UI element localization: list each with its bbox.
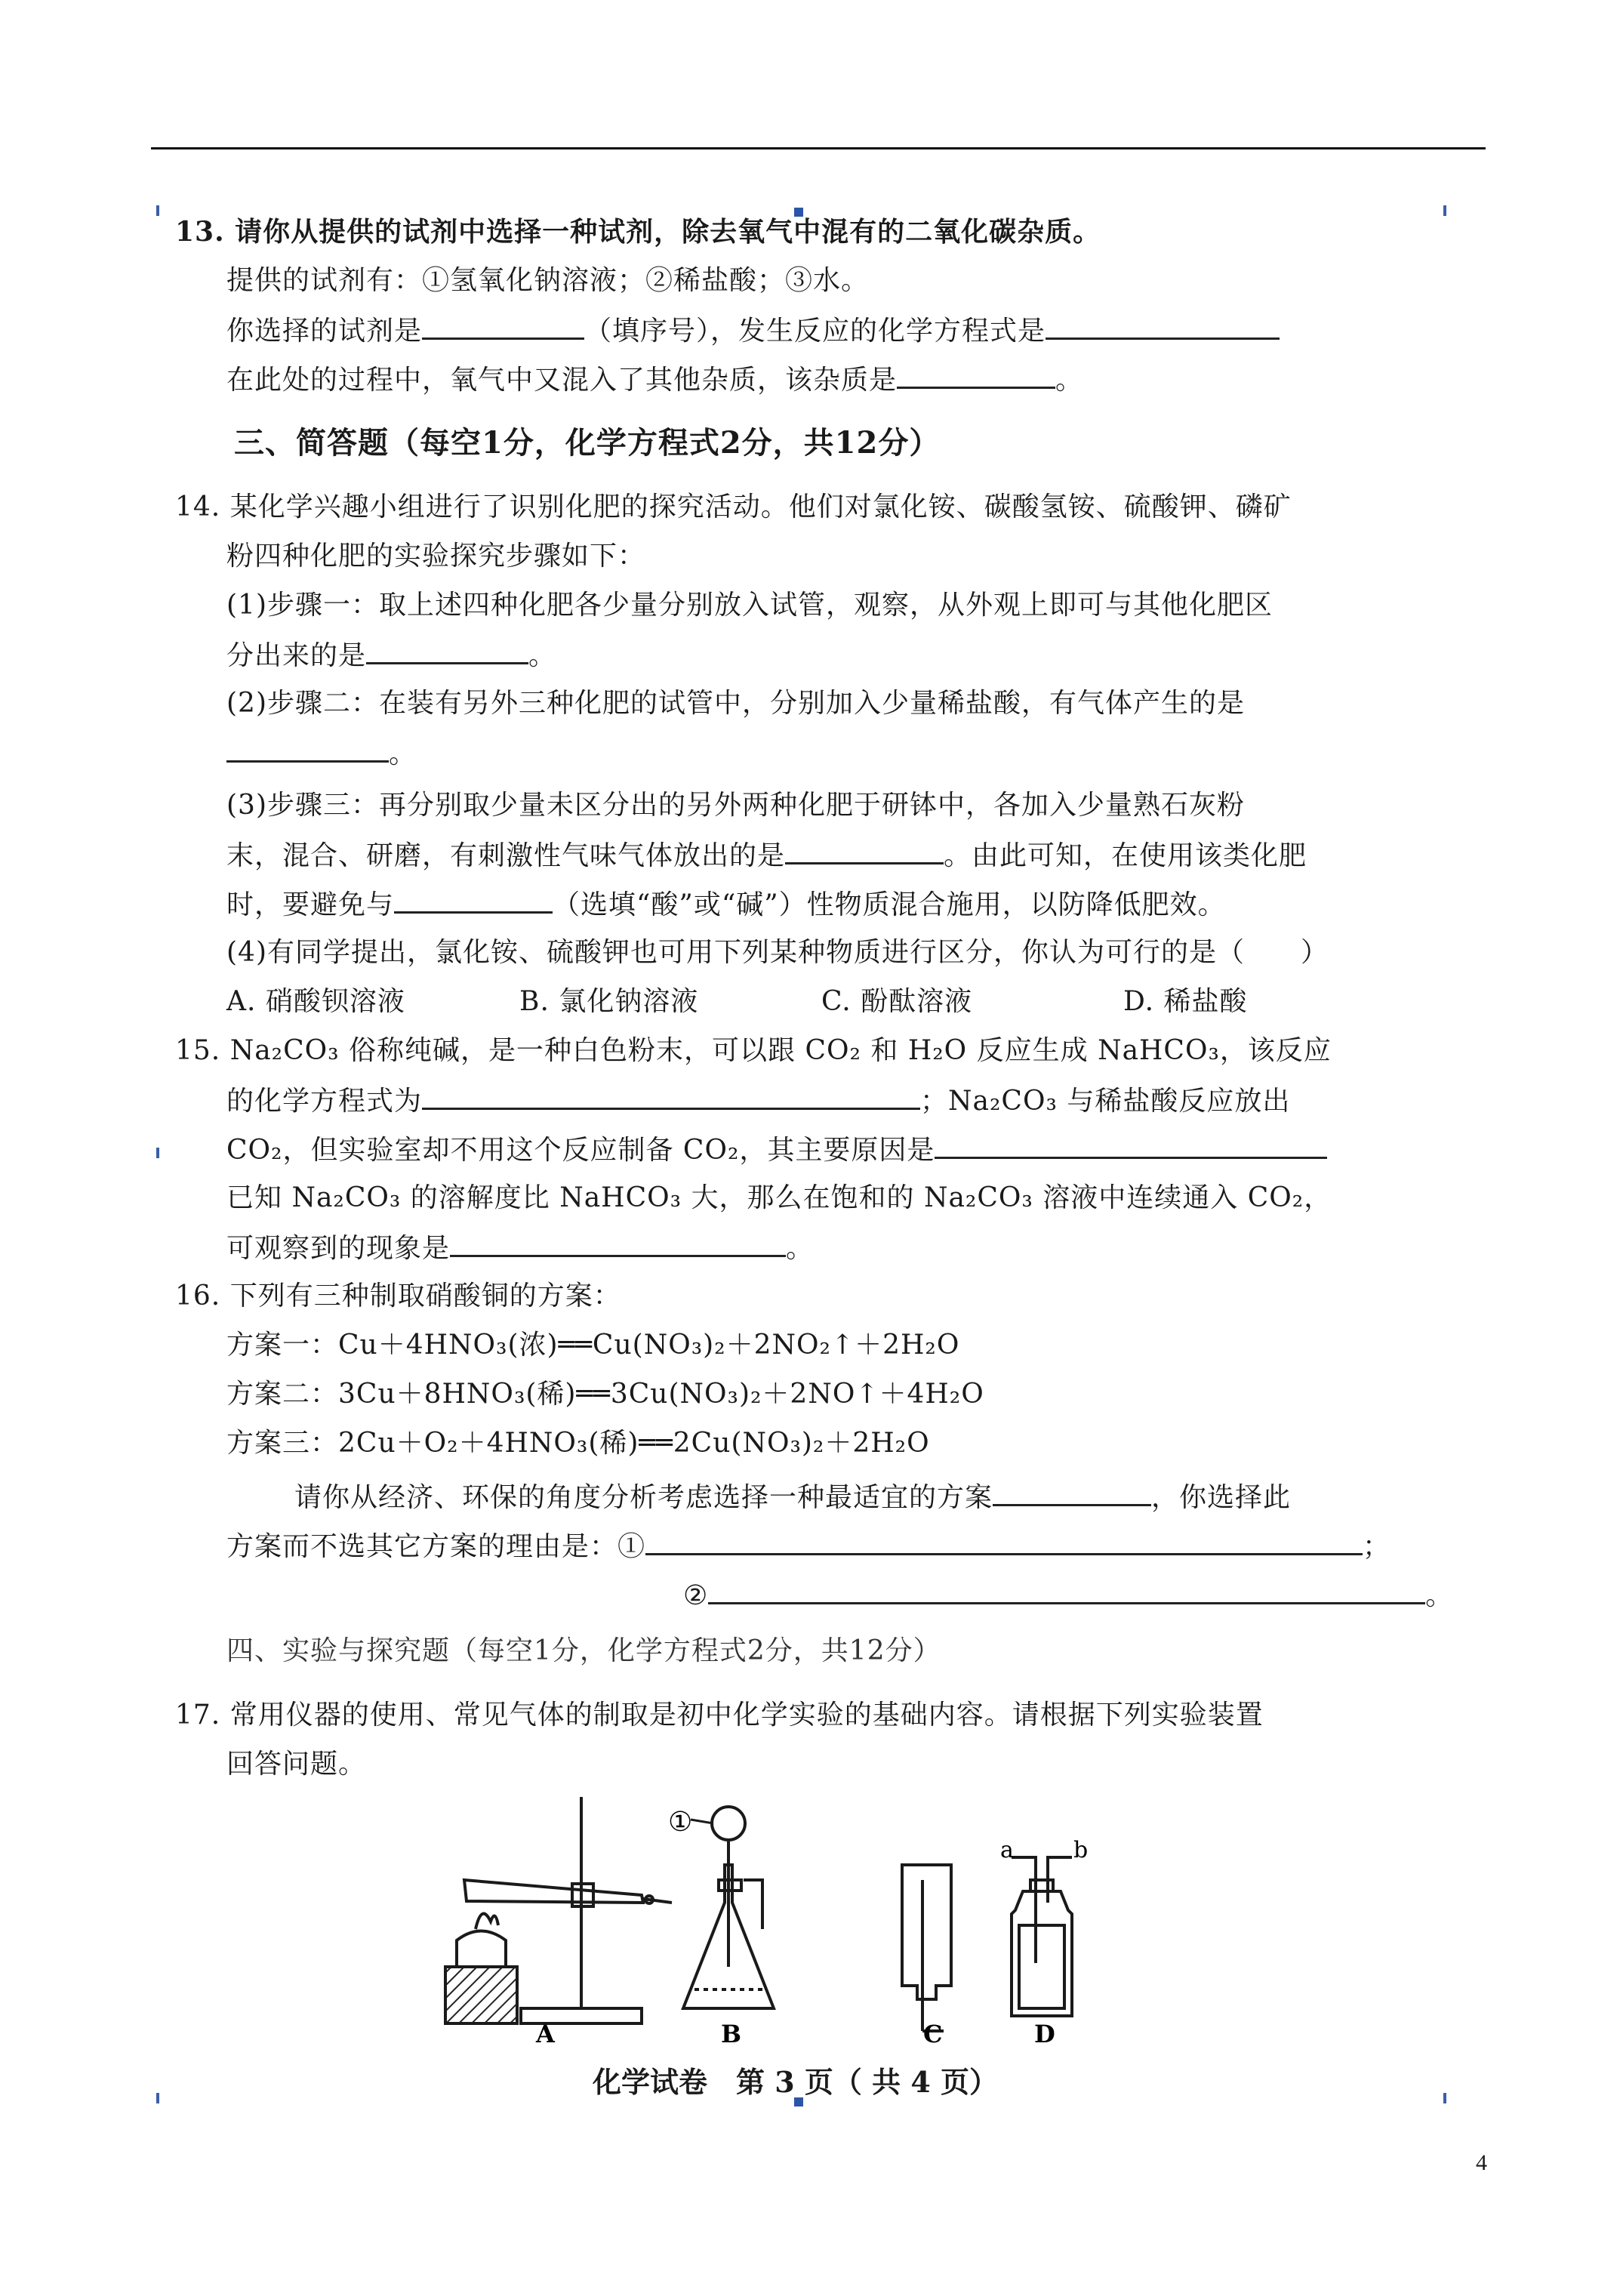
q13-prompt: 在此处的过程中，氧气中又混入了其他杂质，该杂质是 bbox=[226, 365, 898, 396]
figure-label-a: A bbox=[536, 2020, 555, 2046]
q15-line-5 bbox=[226, 1231, 814, 1265]
q13-line-1: 13. 请你从提供的试剂中选择一种试剂，除去氧气中混有的二氧化碳杂质。 bbox=[175, 216, 1101, 248]
q16-line-5 bbox=[294, 1480, 1291, 1515]
answer-blank[interactable] bbox=[935, 1133, 1327, 1159]
answer-blank[interactable] bbox=[450, 1231, 786, 1257]
q14-line-7: (3)步骤三：再分别取少量未区分出的另外两种化肥于研钵中，各加入少量熟石灰粉 bbox=[226, 790, 1245, 821]
answer-blank[interactable] bbox=[785, 838, 944, 864]
q14-line-2: 粉四种化肥的实验探究步骤如下： bbox=[226, 541, 646, 572]
page-footer: 化学试卷 第 3 页（ 共 4 页） bbox=[593, 2065, 999, 2099]
q17-line-2: 回答问题。 bbox=[226, 1749, 367, 1780]
apparatus-b-flask bbox=[683, 1807, 774, 2008]
answer-blank[interactable] bbox=[422, 313, 584, 340]
q15-prompt: 的化学方程式为 bbox=[226, 1086, 423, 1117]
q16-prompt: 请你从经济、环保的角度分析考虑选择一种最适宜的方案 bbox=[294, 1482, 993, 1513]
punct: 。 bbox=[786, 1233, 815, 1264]
q13-line-3 bbox=[226, 313, 1280, 348]
q16-scheme-2: 方案二：3Cu＋8HNO₃(稀)══3Cu(NO₃)₂＋2NO↑＋4H₂O bbox=[226, 1379, 984, 1410]
figure-label-d: D bbox=[1034, 2020, 1055, 2046]
q14-line-8 bbox=[226, 838, 1307, 873]
punct: ； bbox=[1363, 1531, 1391, 1562]
punct: 。 bbox=[528, 640, 557, 671]
q17-line-1: 17. 常用仪器的使用、常见气体的制取是初中化学实验的基础内容。请根据下列实验装置 bbox=[175, 1700, 1264, 1730]
page-number: 4 bbox=[1476, 2150, 1487, 2175]
answer-blank[interactable] bbox=[422, 1083, 920, 1110]
answer-blank[interactable] bbox=[897, 362, 1055, 389]
q14-line-1: 14. 某化学兴趣小组进行了识别化肥的探究活动。他们对氯化铵、碳酸氢铵、硫酸钾、磷矿 bbox=[175, 492, 1292, 522]
punct: 。 bbox=[389, 738, 417, 769]
section-3-heading: 三、简答题（每空1分，化学方程式2分，共12分） bbox=[234, 425, 941, 461]
q16-line-1: 16. 下列有三种制取硝酸铜的方案： bbox=[175, 1281, 621, 1311]
port-b-label: b bbox=[1073, 1837, 1089, 1863]
scan-mark bbox=[156, 2093, 159, 2103]
scan-mark bbox=[156, 205, 159, 216]
apparatus-c-bottle bbox=[902, 1865, 951, 2031]
answer-blank[interactable] bbox=[394, 887, 553, 914]
apparatus-d-bottle bbox=[1012, 1857, 1072, 2016]
q14-prompt: 末，混合、研磨，有刺激性气味气体放出的是 bbox=[226, 840, 786, 871]
port-a-label: a bbox=[1000, 1837, 1014, 1863]
punct: 。 bbox=[1425, 1580, 1454, 1611]
q14-option-d: D. 稀盐酸 bbox=[1123, 986, 1248, 1017]
q16-prompt: ② bbox=[683, 1580, 709, 1611]
answer-blank[interactable] bbox=[366, 638, 528, 664]
marker-one: ① bbox=[668, 1807, 693, 1838]
q15-prompt: ；Na₂CO₃ 与稀盐酸反应放出 bbox=[920, 1086, 1291, 1117]
q14-option-c: C. 酚酞溶液 bbox=[821, 986, 973, 1017]
answer-blank[interactable] bbox=[645, 1529, 1363, 1555]
scan-mark bbox=[1443, 2093, 1446, 2103]
q14-option-a: A. 硝酸钡溶液 bbox=[226, 986, 405, 1017]
apparatus-a-heating bbox=[445, 1797, 672, 2023]
q14-prompt: 。由此可知，在使用该类化肥 bbox=[944, 840, 1307, 871]
q15-line-2 bbox=[226, 1083, 1290, 1118]
q13-prompt: （填序号），发生反应的化学方程式是 bbox=[584, 316, 1046, 347]
q14-line-10: (4)有同学提出，氯化铵、硫酸钾也可用下列某种物质进行区分，你认为可行的是（ ） bbox=[226, 937, 1329, 968]
q15-line-1: 15. Na₂CO₃ 俗称纯碱，是一种白色粉末，可以跟 CO₂ 和 H₂O 反应生成 NaHCO₃，该反应 bbox=[175, 1035, 1332, 1066]
q16-line-6 bbox=[226, 1529, 1390, 1564]
q14-line-5: (2)步骤二：在装有另外三种化肥的试管中，分别加入少量稀盐酸，有气体产生的是 bbox=[226, 688, 1245, 719]
figure-label-b: B bbox=[721, 2020, 742, 2046]
header-rule bbox=[151, 147, 1486, 149]
answer-blank[interactable] bbox=[226, 736, 389, 763]
q16-prompt: 方案而不选其它方案的理由是：① bbox=[226, 1531, 646, 1562]
scan-mark bbox=[156, 1148, 159, 1158]
q14-prompt: 分出来的是 bbox=[226, 640, 367, 671]
q16-prompt: ，你选择此 bbox=[1151, 1482, 1292, 1513]
q13-line-2: 提供的试剂有：①氢氧化钠溶液；②稀盐酸；③水。 bbox=[226, 265, 870, 296]
q13-prompt: 你选择的试剂是 bbox=[226, 316, 423, 347]
q15-line-3 bbox=[226, 1133, 1327, 1167]
q16-scheme-3: 方案三：2Cu＋O₂＋4HNO₃(稀)══2Cu(NO₃)₂＋2H₂O bbox=[226, 1428, 930, 1459]
q16-line-7 bbox=[683, 1578, 1453, 1613]
answer-blank[interactable] bbox=[708, 1578, 1425, 1604]
punct: 。 bbox=[1055, 365, 1084, 396]
scan-mark bbox=[1443, 205, 1446, 216]
apparatus-figure bbox=[423, 1789, 1193, 2046]
q14-option-b: B. 氯化钠溶液 bbox=[519, 986, 699, 1017]
q14-line-9 bbox=[226, 887, 1226, 922]
q16-scheme-1: 方案一：Cu＋4HNO₃(浓)══Cu(NO₃)₂＋2NO₂↑＋2H₂O bbox=[226, 1330, 960, 1361]
figure-label-c: C bbox=[923, 2020, 943, 2046]
q14-line-3: (1)步骤一：取上述四种化肥各少量分别放入试管，观察，从外观上即可与其他化肥区 bbox=[226, 590, 1273, 621]
q14-prompt: （选填“酸”或“碱”）性物质混合施用，以防降低肥效。 bbox=[553, 889, 1226, 920]
q15-prompt: CO₂，但实验室却不用这个反应制备 CO₂，其主要原因是 bbox=[226, 1135, 935, 1166]
q14-line-6 bbox=[226, 736, 417, 771]
q13-line-4 bbox=[226, 362, 1083, 397]
answer-blank[interactable] bbox=[1046, 313, 1280, 340]
q15-line-4: 已知 Na₂CO₃ 的溶解度比 NaHCO₃ 大，那么在饱和的 Na₂CO₃ 溶液中连续通入 CO₂， bbox=[226, 1182, 1332, 1213]
q14-line-4 bbox=[226, 638, 556, 673]
section-4-heading: 四、实验与探究题（每空1分，化学方程式2分，共12分） bbox=[226, 1635, 941, 1666]
q15-prompt: 可观察到的现象是 bbox=[226, 1233, 451, 1264]
q14-prompt: 时，要避免与 bbox=[226, 889, 395, 920]
answer-blank[interactable] bbox=[993, 1480, 1151, 1506]
